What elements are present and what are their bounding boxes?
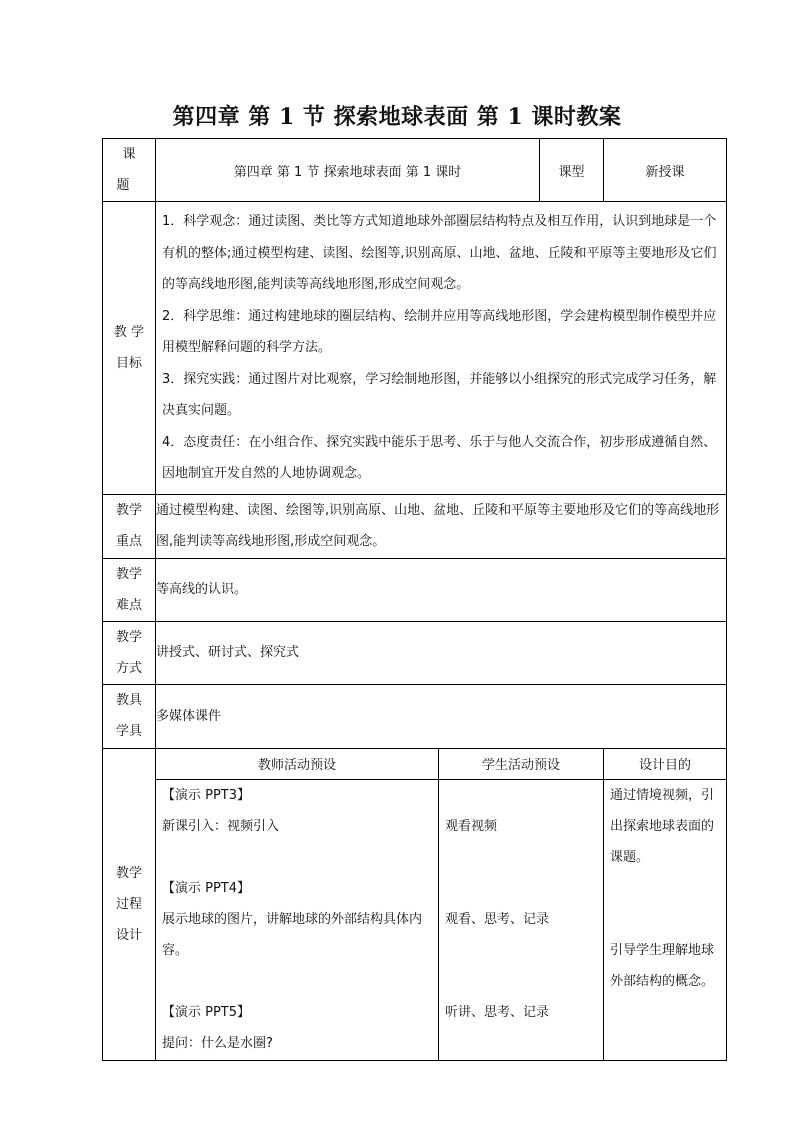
student-line: 观看、思考、记录 (445, 911, 550, 927)
purpose-spacer (610, 904, 720, 935)
design-purpose-cell (604, 779, 727, 1060)
goal-item: 4．态度责任：在小组合作、探究实践中能乐于思考、乐于与他人交流合作，初步形成遵循自然、因地制宜开发自然的人地协调观念。 (162, 434, 717, 481)
process-header-row (103, 748, 727, 779)
purpose-spacer (610, 873, 720, 904)
student-spacer (445, 780, 597, 811)
goals-row (103, 202, 727, 495)
purpose-text: 引导学生理解地球外部结构的概念。 (610, 942, 715, 989)
teacher-line: 展示地球的图片，讲解地球的外部结构具体内容。 (162, 911, 423, 958)
teacher-spacer (162, 842, 432, 873)
key-points-label-line-2: 重点 (115, 534, 142, 549)
document-title: 第四章 第 1 节 探索地球表面 第 1 课时教案 (172, 104, 622, 130)
teacher-line: 【演示 PPT5】 (162, 1004, 251, 1020)
lesson-plan-table (102, 138, 727, 1061)
process-label-line-3: 设计 (115, 927, 142, 943)
method-row (103, 621, 727, 684)
goal-item: 3．探究实践：通过图片对比观察，学习绘制地形图，并能够以小组探究的形式完成学习任务，解决真实问题。 (162, 371, 717, 418)
difficulty-label (103, 558, 156, 621)
student-line: 观看视频 (445, 818, 498, 834)
method-label-line-2: 方式 (115, 660, 142, 676)
process-label-line-1: 教学 (115, 865, 142, 881)
design-purpose-header: 设计目的 (604, 748, 727, 779)
process-content-row (103, 779, 727, 1060)
process-label-line-2: 过程 (115, 896, 142, 912)
topic-value: 第四章 第 1 节 探索地球表面 第 1 课时 (156, 139, 540, 202)
key-points-row (103, 494, 727, 558)
method-text: 讲授式、研讨式、探究式 (156, 621, 727, 684)
student-spacer (445, 966, 597, 997)
difficulty-text: 等高线的认识。 (156, 558, 727, 621)
goal-item: 1．科学观念：通过读图、类比等方式知道地球外部圈层结构特点及相互作用，认识到地球是一个有机的整体;通过模型构建、读图、绘图等,识别高原、山地、盆地、丘陵和平原等主要地形及它们的等高线地形图,能判读等高线地形图,形成空间观念。 (162, 214, 717, 292)
teacher-activity-header: 教师活动预设 (156, 748, 439, 779)
student-line: 听讲、思考、记录 (445, 1004, 550, 1020)
method-label (103, 621, 156, 684)
type-value: 新授课 (604, 139, 727, 202)
student-activity-header: 学生活动预设 (439, 748, 604, 779)
type-label: 课型 (540, 139, 604, 202)
teacher-line: 【演示 PPT4】 (162, 880, 251, 896)
topic-label: 课 题 (103, 139, 156, 202)
teacher-activity-cell (156, 779, 439, 1060)
teacher-line: 【演示 PPT3】 (162, 787, 251, 803)
tools-row (103, 684, 727, 748)
key-points-text: 通过模型构建、读图、绘图等,识别高原、山地、盆地、丘陵和平原等主要地形及它们的等高线地形图,能判读等高线地形图,形成空间观念。 (156, 494, 727, 558)
student-spacer (445, 873, 597, 904)
key-points-label (103, 494, 156, 558)
goals-label-line-2: 目标 (115, 355, 142, 371)
teacher-line: 新课引入：视频引入 (162, 818, 280, 834)
tools-label-line-1: 教具 (115, 693, 142, 708)
goals-label (103, 202, 156, 495)
goals-content (156, 202, 727, 495)
goals-label-line-1: 教 学 (113, 324, 145, 340)
student-spacer (445, 935, 597, 966)
tools-label-line-2: 学具 (115, 724, 142, 739)
teacher-line: 提问：什么是水圈? (162, 1035, 273, 1051)
purpose-text: 通过情境视频，引出探索地球表面的课题。 (610, 787, 715, 865)
difficulty-label-line-1: 教学 (115, 566, 142, 582)
student-spacer (445, 842, 597, 873)
tools-text: 多媒体课件 (156, 684, 727, 748)
difficulty-row (103, 558, 727, 621)
difficulty-label-line-2: 难点 (115, 597, 142, 613)
student-activity-cell (439, 779, 604, 1060)
topic-row (103, 139, 727, 202)
teacher-spacer (162, 966, 432, 997)
method-label-line-1: 教学 (115, 629, 142, 645)
process-label (103, 748, 156, 1060)
goal-item: 2．科学思维：通过构建地球的圈层结构、绘制并应用等高线地形图，学会建构模型制作模型并应用模型解释问题的科学方法。 (162, 308, 717, 355)
tools-label (103, 684, 156, 748)
key-points-label-line-1: 教学 (115, 503, 142, 518)
